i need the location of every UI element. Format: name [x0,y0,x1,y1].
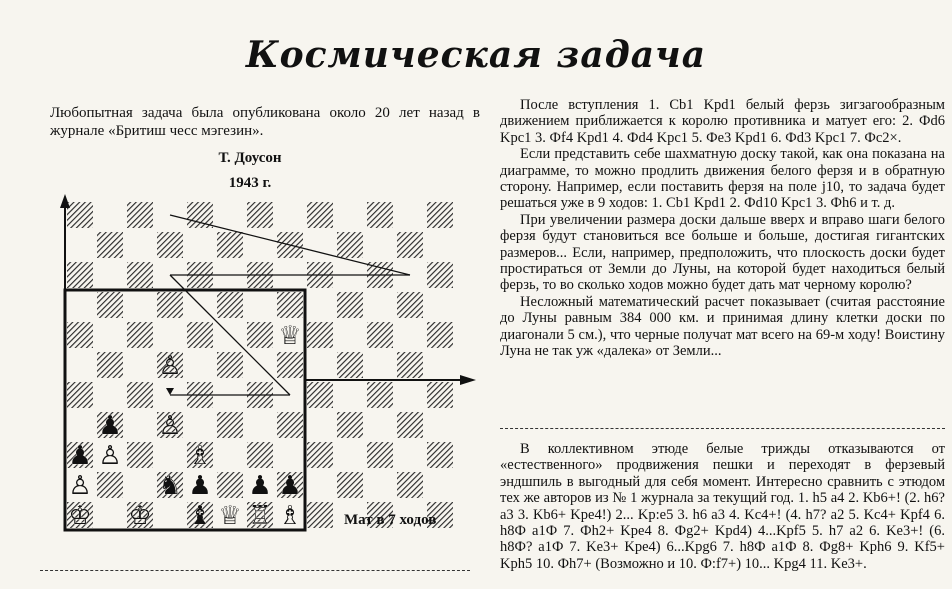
problem-caption: Мат в 7 ходов [344,512,437,528]
black-pawn-icon: ♟ [248,471,272,501]
paragraph: При увеличении размера доски дальше вверх и вправо шаги белого ферзя будут становиться все больше и больше, достигая гигантских размеров... Если, например, предположить, что плоскость доски будет простираться от Земли до Луны, на которой будет находиться белый ферзь, то во сколько ходов можно будет дать мат черному королю? [500,211,945,294]
black-bishop-icon: ♝ [188,501,212,531]
dark-square [367,202,393,228]
divider-left [40,570,470,571]
dark-square [427,262,453,288]
dark-square [307,442,333,468]
dark-square [397,292,423,318]
dark-square [97,232,123,258]
dark-square [427,442,453,468]
dark-square [397,412,423,438]
dark-square [367,382,393,408]
dark-square [337,292,363,318]
dark-square [97,352,123,378]
white-pawn-icon: ♙ [158,351,182,381]
dark-square [97,292,123,318]
dark-square [157,232,183,258]
black-pawn-icon: ♟ [68,441,92,471]
dark-square [127,202,153,228]
white-queen-icon: ♕ [218,501,242,531]
dark-square [247,322,273,348]
black-pawn-icon: ♟ [98,411,122,441]
path-arrow-icon [166,388,174,395]
dark-square [307,322,333,348]
dark-square [307,502,333,528]
white-pawn-icon: ♙ [68,471,92,501]
dark-square [427,322,453,348]
dark-square [277,412,303,438]
dark-square [337,232,363,258]
article-column-1 [500,97,945,360]
dark-square [187,322,213,348]
dark-square [427,202,453,228]
black-knight-icon: ♞ [158,471,182,501]
dark-square [217,232,243,258]
dark-square [307,202,333,228]
dark-square [217,472,243,498]
divider-right [500,428,945,429]
dark-square [277,352,303,378]
dark-square [337,352,363,378]
dark-square [97,472,123,498]
white-king-icon: ♔ [68,501,92,531]
problem-year: 1943 г. [228,175,272,191]
white-rook-icon: ♖ [248,501,272,531]
dark-square [67,202,93,228]
white-bishop-icon: ♗ [188,441,212,471]
dark-square [217,352,243,378]
dark-square [307,382,333,408]
dark-square [127,442,153,468]
dark-square [337,412,363,438]
dark-square [427,382,453,408]
dark-square [247,202,273,228]
dark-square [127,262,153,288]
dark-square [367,442,393,468]
dark-square [187,202,213,228]
dark-square [247,442,273,468]
dark-square [367,322,393,348]
up-arrow-icon [60,194,70,208]
paragraph: В коллективном этюде белые трижды отказываются от «естественного» продвижения пешки и переходят в ферзевый эндшпиль в выгодный для себя момент. Интересно сравнить с этюдом тех же авторов из № 1 журнала за текущий год. 1. h5 a4 2. Kb6+! (2. h6? a3 3. Kb6+ Kpe4!) 2... Kp:e5 3. h6 a3 4. Kc4+! (4. h7? a2 5. Kc4+ Kpf4 6. h8Ф a1Ф 7. Фh2+ Kpe4 8. Фg2+ Kpd4) 4...Kpf5 5. h7 a2 6. Ke3+! (6. h8Ф? a1Ф 7. Ke3+ Kpe4) 6...Kpg6 7. h8Ф a1Ф 8. Фg8+ Kph6 9. Kf5+ Kph5 10. Фh7+ (Возможно и 10. Ф:f7+) 10... Kpg4 11. Ke3+. [500,441,945,572]
black-pawn-icon: ♟ [278,471,302,501]
dark-square [67,322,93,348]
black-pawn-icon: ♟ [188,471,212,501]
article-title: Космическая задача [245,34,707,76]
right-arrow-icon [460,375,476,385]
dark-square [277,292,303,318]
dark-square [397,232,423,258]
article-column-2 [500,441,945,572]
paragraph: Если представить себе шахматную доску такой, как она показана на диаграмме, то можно продлить движения белого ферзя и в обратную сторону. Например, если поставить ферзя на поле j10, то задача будет решаться уже в 9 ходов: 1. Cb1 Kpd1 2. Фd10 Kpc1 3. Фh6 и т. д. [500,146,945,212]
dark-square [67,262,93,288]
white-king-icon: ♔ [128,501,152,531]
intro-text: Любопытная задача была опубликована около 20 лет назад в журнале «Бритиш чесс мэгезин». [50,105,480,139]
dark-square [67,382,93,408]
dark-square [127,322,153,348]
chess-diagram [40,190,480,550]
dark-square [337,472,363,498]
paragraph: Несложный математический расчет показывает (считая расстояние до Луны равным 384 000 км. и принимая длину клетки доски по диагонали 5 см.), что черные получат мат всего на 69-м ходу! Воистину Луна не так уж «далека» от Земли... [500,293,945,360]
dark-square [157,292,183,318]
dark-square [397,472,423,498]
white-pawn-icon: ♙ [158,411,182,441]
white-queen-icon: ♕ [278,321,302,351]
paragraph: После вступления 1. Cb1 Kpd1 белый ферзь зигзагообразным движением приближается к королю противника и матует его: 2. Фd6 Kpc1 3. Фf4 Kpd1 4. Фd4 Kpc1 5. Фe3 Kpd1 6. Фd3 Kpc1 7. Фc2×. [500,97,945,146]
white-pawn-icon: ♙ [98,441,122,471]
dark-square [127,382,153,408]
problem-author: Т. Доусон [218,150,282,166]
dark-square [217,412,243,438]
white-bishop-icon: ♗ [278,501,302,531]
dark-square [397,352,423,378]
dark-square [217,292,243,318]
